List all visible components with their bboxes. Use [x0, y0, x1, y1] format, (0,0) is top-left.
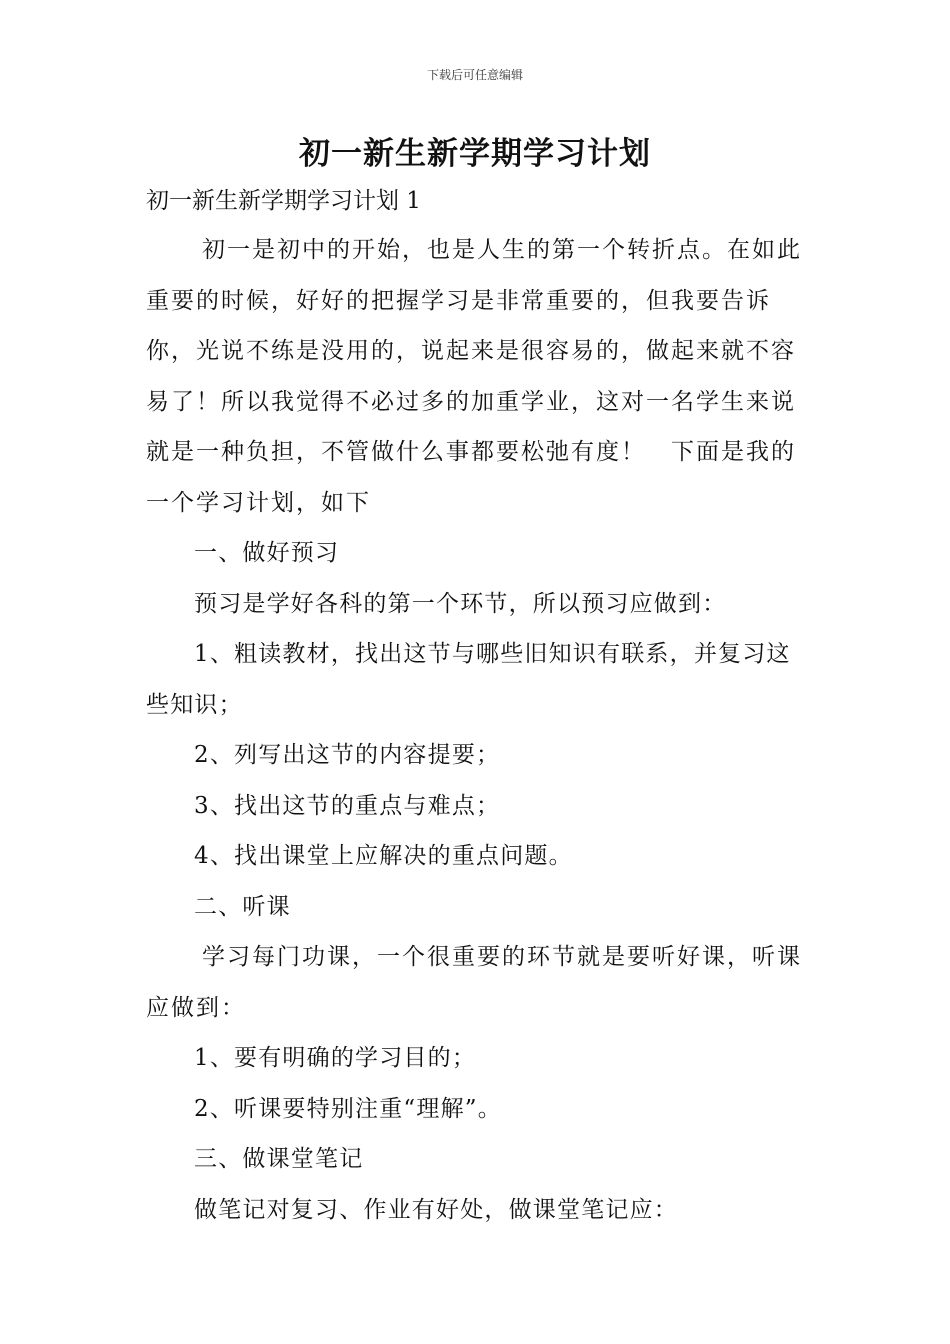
section-subtitle: 初一新生新学期学习计划 1 — [146, 188, 421, 214]
section-heading-preview: 一、做好预习 — [194, 540, 340, 566]
notes-intro-paragraph: 做笔记对复习、作业有好处，做课堂笔记应： — [194, 1196, 678, 1223]
preview-item-2: 2、列写出这节的内容提要； — [194, 742, 501, 768]
document-title: 初一新生新学期学习计划 — [299, 136, 651, 172]
intro-paragraph: 初一是初中的开始，也是人生的第一个转折点。在如此重要的时候，好好的把握学习是非常重要的，但我要告诉你，光说不练是没用的，说起来是很容易的，做起来就不容易了！所以我觉得不必过多的加重学业，这对一名学生来说就是一种负担，不管做什么事都要松弛有度！ 下面是我的一个学习计划，如下 — [146, 237, 802, 516]
listening-intro-paragraph: 学习每门功课，一个很重要的环节就是要听好课，听课应做到： — [146, 944, 802, 1021]
preview-item-4: 4、找出课堂上应解决的重点问题。 — [194, 843, 573, 869]
section-heading-notes: 三、做课堂笔记 — [194, 1146, 364, 1172]
listening-item-1: 1、要有明确的学习目的； — [194, 1045, 477, 1071]
listening-item-2: 2、听课要特别注重“理解”。 — [194, 1095, 502, 1122]
preview-item-3: 3、找出这节的重点与难点； — [194, 792, 501, 819]
preview-item-1: 1、粗读教材，找出这节与哪些旧知识有联系，并复习这些知识； — [146, 641, 791, 718]
preview-intro-paragraph: 预习是学好各科的第一个环节，所以预习应做到： — [194, 590, 727, 617]
header-note: 下载后可任意编辑 — [426, 68, 523, 82]
section-heading-listening: 二、听课 — [194, 893, 291, 920]
document-body — [146, 225, 810, 1235]
